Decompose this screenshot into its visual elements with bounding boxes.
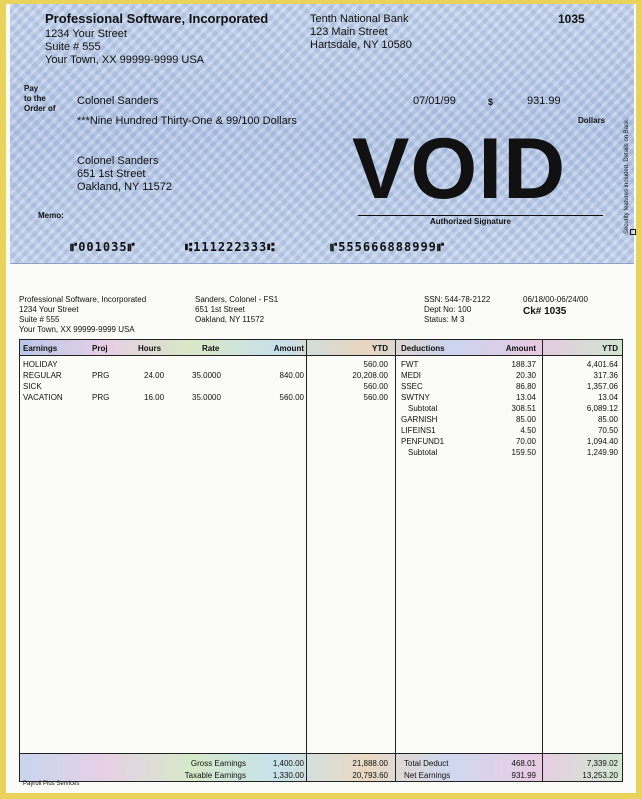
payroll-brand: Payroll Plus Services <box>23 781 80 787</box>
deduction-name: PENFUND1 <box>401 437 445 446</box>
pay-stub <box>6 264 636 793</box>
col-header-deduction-amount: Amount <box>505 344 536 353</box>
col-header-rate: Rate <box>202 344 220 353</box>
security-note: Security features included. Details on Back. <box>624 118 630 234</box>
stub-employee-line: 651 1st Street <box>195 305 245 314</box>
dept-line: Dept No: 100 <box>424 305 472 314</box>
stub-company-block <box>19 295 146 335</box>
deduction-ytd: 13.04 <box>597 393 618 402</box>
stub-employee-block <box>195 295 278 325</box>
check-number: 1035 <box>558 12 585 26</box>
deduction-ytd: 1,357.06 <box>586 382 618 391</box>
void-stamp: VOID <box>352 121 567 217</box>
payee-address-line: Colonel Sanders <box>77 155 159 167</box>
earning-rate: 35.0000 <box>192 393 221 402</box>
earning-ytd: 560.00 <box>363 393 388 402</box>
deduction-amount: 188.37 <box>511 360 536 369</box>
micr-routing-number: ⑆111222333⑆ <box>185 240 276 254</box>
deduction-amount: 4.50 <box>520 426 536 435</box>
company-address-line: 1234 Your Street <box>45 28 127 40</box>
memo-label: Memo: <box>38 211 64 220</box>
deduction-ytd: 1,094.40 <box>586 437 618 446</box>
pay-period: 06/18/00-06/24/00 <box>523 295 588 304</box>
col-header-earnings: Earnings <box>23 344 58 353</box>
gross-earnings-ytd: 21,888.00 <box>352 759 388 768</box>
micr-check-number: ⑈001035⑈ <box>70 240 136 254</box>
pay-label-line: Pay <box>24 84 39 93</box>
earning-ytd: 20,208.00 <box>352 371 388 380</box>
deduction-subtotal-label: Subtotal <box>408 448 438 457</box>
deduction-name: FWT <box>401 360 419 369</box>
net-earnings-amount: 931.99 <box>511 771 536 780</box>
signature-label: Authorized Signature <box>430 217 511 226</box>
payee-name: Colonel Sanders <box>77 95 159 107</box>
taxable-earnings-amount: 1,330.00 <box>272 771 304 780</box>
deduction-ytd: 1,249.90 <box>586 448 618 457</box>
earning-amount: 560.00 <box>279 393 304 402</box>
gross-earnings-amount: 1,400.00 <box>272 759 304 768</box>
column-divider <box>542 340 543 781</box>
stub-company-line: Your Town, XX 99999-9999 USA <box>19 325 135 334</box>
deduction-amount: 159.50 <box>511 448 536 457</box>
deduction-amount: 70.00 <box>515 437 536 446</box>
col-header-amount: Amount <box>273 344 304 353</box>
earning-name: REGULAR <box>23 371 62 380</box>
total-deduct-label: Total Deduct <box>404 759 449 768</box>
taxable-earnings-label: Taxable Earnings <box>184 771 246 780</box>
col-header-hours: Hours <box>138 344 162 353</box>
stub-employee-line: Sanders, Colonel - FS1 <box>195 295 279 304</box>
deduction-ytd: 317.36 <box>593 371 618 380</box>
deduction-name: SWTNY <box>401 393 430 402</box>
status-line: Status: M 3 <box>424 315 465 324</box>
total-deduct-ytd: 7,339.02 <box>586 759 618 768</box>
earning-proj: PRG <box>92 393 110 402</box>
earnings-deductions-table <box>19 339 623 782</box>
dollars-label: Dollars <box>578 116 606 125</box>
payee-address-line: Oakland, NY 11572 <box>77 181 172 193</box>
earning-ytd: 560.00 <box>363 382 388 391</box>
taxable-earnings-ytd: 20,793.60 <box>352 771 388 780</box>
earning-amount: 840.00 <box>279 371 304 380</box>
signature-line <box>358 215 603 216</box>
dollar-sign: $ <box>488 97 494 107</box>
column-divider <box>395 340 396 781</box>
check-amount: 931.99 <box>527 95 561 107</box>
company-name: Professional Software, Incorporated <box>45 11 269 26</box>
earning-name: VACATION <box>23 393 63 402</box>
deduction-name: GARNISH <box>401 415 438 424</box>
deduction-name: LIFEINS1 <box>401 426 436 435</box>
total-deduct-amount: 468.01 <box>511 759 536 768</box>
ssn-line: SSN: 544-78-2122 <box>424 295 491 304</box>
stub-info-block <box>424 295 490 325</box>
earning-hours: 16.00 <box>144 393 165 402</box>
column-divider <box>306 340 307 781</box>
check-date: 07/01/99 <box>413 95 456 107</box>
bank-address-line: Hartsdale, NY 10580 <box>310 39 412 51</box>
net-earnings-label: Net Earnings <box>404 771 451 780</box>
col-header-ytd: YTD <box>372 344 388 353</box>
deduction-ytd: 85.00 <box>597 415 618 424</box>
deduction-name: MEDI <box>401 371 421 380</box>
deduction-ytd: 6,089.12 <box>586 404 618 413</box>
earning-hours: 24.00 <box>144 371 165 380</box>
deduction-ytd: 70.50 <box>597 426 618 435</box>
stub-employee-line: Oakland, NY 11572 <box>195 315 265 324</box>
net-earnings-ytd: 13,253.20 <box>582 771 618 780</box>
gross-earnings-label: Gross Earnings <box>190 759 246 768</box>
earning-proj: PRG <box>92 371 110 380</box>
check <box>10 4 634 264</box>
bank-name: Tenth National Bank <box>310 13 409 25</box>
pay-to-label <box>24 84 56 114</box>
pay-document <box>6 4 636 793</box>
deduction-amount: 13.04 <box>515 393 536 402</box>
payee-address-line: 651 1st Street <box>77 168 146 180</box>
earning-rate: 35.0000 <box>192 371 221 380</box>
deduction-amount: 308.51 <box>511 404 536 413</box>
stub-check-number: Ck# 1035 <box>523 306 567 317</box>
deduction-name: SSEC <box>401 382 423 391</box>
micr-account-number: ⑈555666888999⑈ <box>330 240 446 254</box>
pay-label-line: to the <box>24 94 46 103</box>
bank-address-line: 123 Main Street <box>310 26 388 38</box>
col-header-proj: Proj <box>92 344 108 353</box>
earning-ytd: 560.00 <box>363 360 388 369</box>
stub-company-line: Suite # 555 <box>19 315 60 324</box>
col-header-deduction-ytd: YTD <box>602 344 618 353</box>
col-header-deductions: Deductions <box>401 344 445 353</box>
pay-label-line: Order of <box>24 104 56 113</box>
stub-company-line: Professional Software, Incorporated <box>19 295 147 304</box>
company-address-line: Your Town, XX 99999-9999 USA <box>45 54 205 66</box>
earning-name: SICK <box>23 382 42 391</box>
stub-company-line: 1234 Your Street <box>19 305 79 314</box>
deduction-amount: 20.30 <box>515 371 536 380</box>
deduction-ytd: 4,401.64 <box>586 360 618 369</box>
padlock-icon <box>630 229 636 235</box>
deduction-amount: 85.00 <box>515 415 536 424</box>
amount-in-words: ***Nine Hundred Thirty-One & 99/100 Dollars <box>77 115 297 127</box>
deduction-amount: 86.80 <box>515 382 536 391</box>
earning-name: HOLIDAY <box>23 360 58 369</box>
company-address-line: Suite # 555 <box>45 41 101 53</box>
deduction-subtotal-label: Subtotal <box>408 404 438 413</box>
